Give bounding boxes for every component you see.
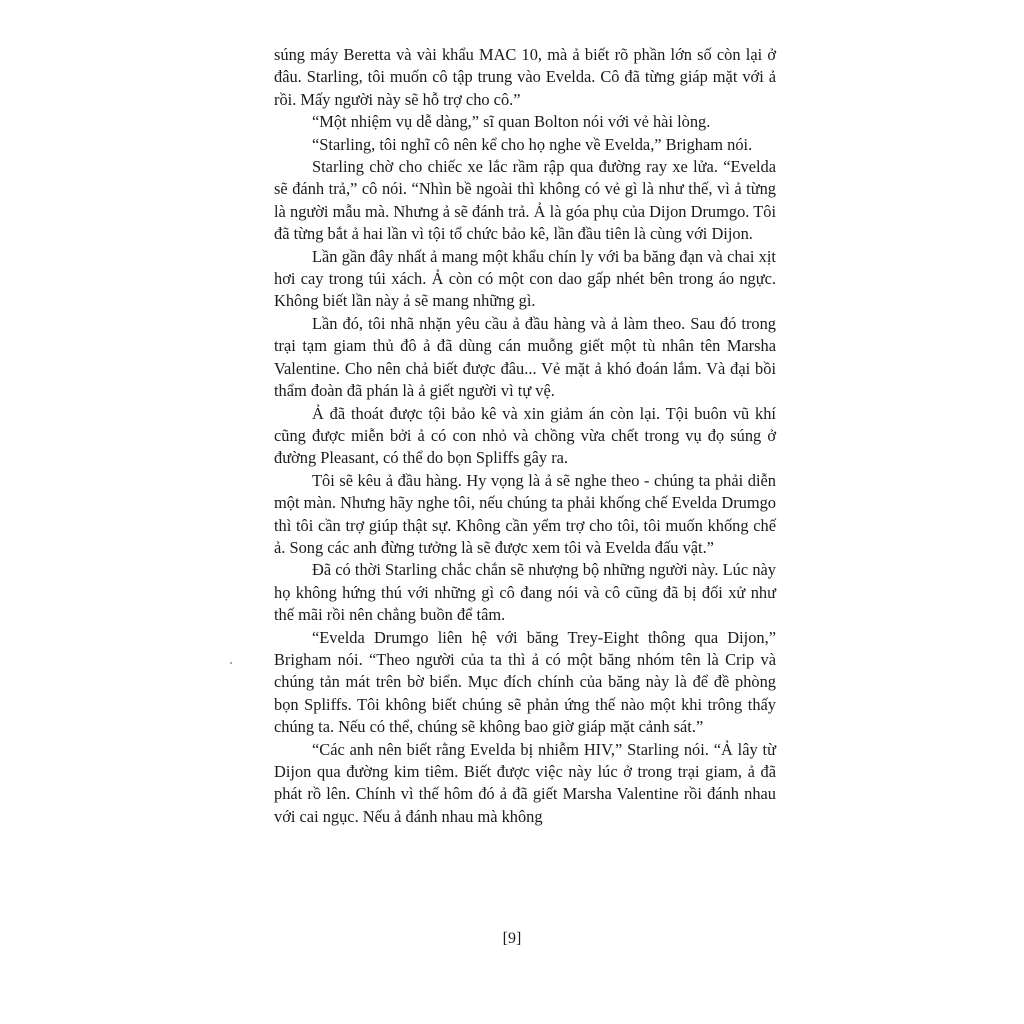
paragraph: Tôi sẽ kêu ả đầu hàng. Hy vọng là ả sẽ nghe theo - chúng ta phải diễn một màn. Nhưng hãy nghe tôi, nếu chúng ta phải khống chế Evelda Drumgo thì tôi cần trợ giúp thật sự. Không cần yểm trợ cho tôi, tôi muốn khống chế ả. Song các anh đừng tưởng là sẽ được xem tôi và Evelda đấu vật.” (274, 470, 776, 557)
page-number: [9] (502, 930, 522, 947)
paragraph: “Starling, tôi nghĩ cô nên kể cho họ nghe về Evelda,” Brigham nói. (312, 134, 753, 154)
paragraph: “Evelda Drumgo liên hệ với băng Trey-Eight thông qua Dijon,” Brigham nói. “Theo người của ta thì ả có một băng nhóm tên là Crip và chúng tản mát trên bờ biển. Mục đích chính của băng này là để đề phòng bọn Spliffs. Tôi không biết chúng sẽ phản ứng thế nào một khi trông thấy chúng ta. Nếu có thể, chúng sẽ không bao giờ giáp mặt cảnh sát.” (274, 627, 776, 737)
body-text (274, 44, 776, 828)
paragraph: Lần gần đây nhất ả mang một khẩu chín ly với ba băng đạn và chai xịt hơi cay trong túi xách. Ả còn có một con dao gấp nhét bên trong áo ngực. Không biết lần này ả sẽ mang những gì. (274, 246, 776, 311)
paragraph: Đã có thời Starling chắc chắn sẽ nhượng bộ những người này. Lúc này họ không hứng thú với những gì cô đang nói và cô cũng đã bị đối xử như thế mãi rồi nên chẳng buồn để tâm. (274, 560, 776, 625)
paragraph: Ả đã thoát được tội bảo kê và xin giảm án còn lại. Tội buôn vũ khí cũng được miễn bởi ả có con nhỏ và chồng vừa chết trong vụ đọ súng ở đường Pleasant, có thể do bọn Spliffs gây ra. (274, 403, 776, 468)
paragraph: “Các anh nên biết rằng Evelda bị nhiễm HIV,” Starling nói. “Ả lây từ Dijon qua đường kim tiêm. Biết được việc này lúc ở trong trại giam, ả đã phát rồ lên. Chính vì thế hôm đó ả đã giết Marsha Valentine rồi đánh nhau với cai ngục. Nếu ả đánh nhau mà không (274, 739, 776, 826)
paragraph: súng máy Beretta và vài khẩu MAC 10, mà ả biết rõ phần lớn số còn lại ở đâu. Starling, tôi muốn cô tập trung vào Evelda. Cô đã từng giáp mặt với ả rồi. Mấy người này sẽ hỗ trợ cho cô.” (274, 45, 776, 109)
scan-speck (230, 662, 232, 664)
paragraph: Starling chờ cho chiếc xe lắc rầm rập qua đường ray xe lửa. “Evelda sẽ đánh trả,” cô nói. “Nhìn bề ngoài thì không có vẻ gì là như thế, vì ả từng là người mẫu mà. Nhưng ả sẽ đánh trả. Ả là góa phụ của Dijon Drumgo. Tôi đã từng bắt ả hai lần vì tội tổ chức bảo kê, lần đầu tiên là cùng với Dijon. (274, 157, 776, 244)
paragraph: “Một nhiệm vụ dễ dàng,” sĩ quan Bolton nói với vẻ hài lòng. (312, 112, 711, 132)
paragraph: Lần đó, tôi nhã nhặn yêu cầu ả đầu hàng và ả làm theo. Sau đó trong trại tạm giam thủ đô ả đã dùng cán muỗng giết một tù nhân tên Marsha Valentine. Cho nên chả biết được đâu... Vẻ mặt ả khó đoán lắm. Và đại bồi thẩm đoàn đã phán là ả giết người vì tự vệ. (274, 313, 776, 401)
